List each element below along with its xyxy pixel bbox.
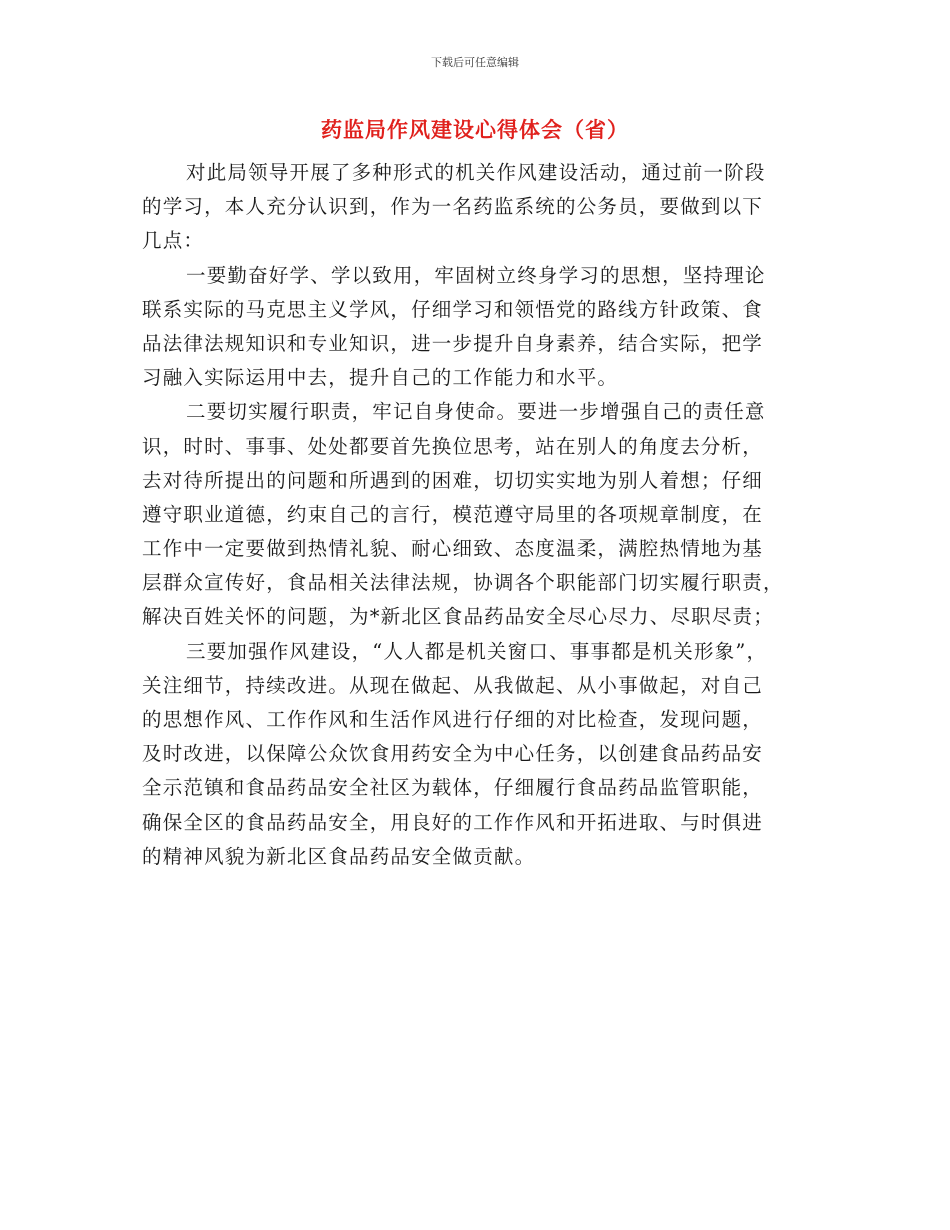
header-note: 下载后可任意编辑	[431, 56, 519, 69]
paragraph-line: 层群众宣传好，食品相关法律法规，协调各个职能部门切实履行职责，	[142, 571, 784, 595]
paragraph-line: 去对待所提出的问题和所遇到的困难，切切实实地为别人着想；仔细	[142, 468, 764, 492]
paragraph-line: 全示范镇和食品药品安全社区为载体，仔细履行食品药品监管职能，	[142, 776, 764, 800]
paragraph-3	[142, 395, 810, 634]
paragraph-line: 的思想作风、工作作风和生活作风进行仔细的对比检查，发现问题，	[142, 708, 764, 731]
paragraph-line: 确保全区的食品药品安全，用良好的工作作风和开拓进取、与时俱进	[142, 810, 764, 834]
paragraph-line: 习融入实际运用中去，提升自己的工作能力和水平。	[142, 366, 619, 390]
paragraph-line: 解决百姓关怀的问题，为*新北区食品药品安全尽心尽力、尽职尽责；	[142, 605, 774, 629]
paragraph-line: 三要加强作风建设，“人人都是机关窗口、事事都是机关形象”，	[186, 639, 768, 663]
paragraph-line: 关注细节，持续改进。从现在做起、从我做起、从小事做起，对自己	[142, 673, 764, 697]
paragraph-line: 的学习，本人充分认识到，作为一名药监系统的公务员，要做到以下	[142, 195, 764, 219]
paragraph-line: 及时改进，以保障公众饮食用药安全为中心任务，以创建食品药品安	[142, 742, 764, 766]
paragraph-line: 二要切实履行职责，牢记自身使命。要进一步增强自己的责任意	[186, 400, 766, 424]
document-title: 药监局作风建设心得体会（省）	[321, 117, 629, 142]
paragraph-line: 对此局领导开展了多种形式的机关作风建设活动，通过前一阶段	[186, 161, 766, 184]
paragraph-2	[142, 259, 810, 396]
paragraph-line: 工作中一定要做到热情礼貌、耐心细致、态度温柔，满腔热情地为基	[142, 537, 764, 561]
paragraph-line: 识，时时、事事、处处都要首先换位思考，站在别人的角度去分析，	[142, 434, 764, 458]
paragraph-line: 几点：	[142, 229, 205, 253]
paragraph-line: 品法律法规知识和专业知识，进一步提升自身素养，结合实际，把学	[142, 331, 764, 355]
paragraph-line: 的精神风貌为新北区食品药品安全做贡献。	[142, 844, 536, 868]
paragraph-line: 遵守职业道德，约束自己的言行，模范遵守局里的各项规章制度，在	[142, 502, 764, 526]
paragraph-1	[142, 156, 810, 259]
paragraph-line: 联系实际的马克思主义学风，仔细学习和领悟党的路线方针政策、食	[142, 297, 764, 321]
document-body	[142, 156, 810, 874]
paragraph-line: 一要勤奋好学、学以致用，牢固树立终身学习的思想，坚持理论	[186, 263, 766, 287]
paragraph-4	[142, 635, 810, 874]
